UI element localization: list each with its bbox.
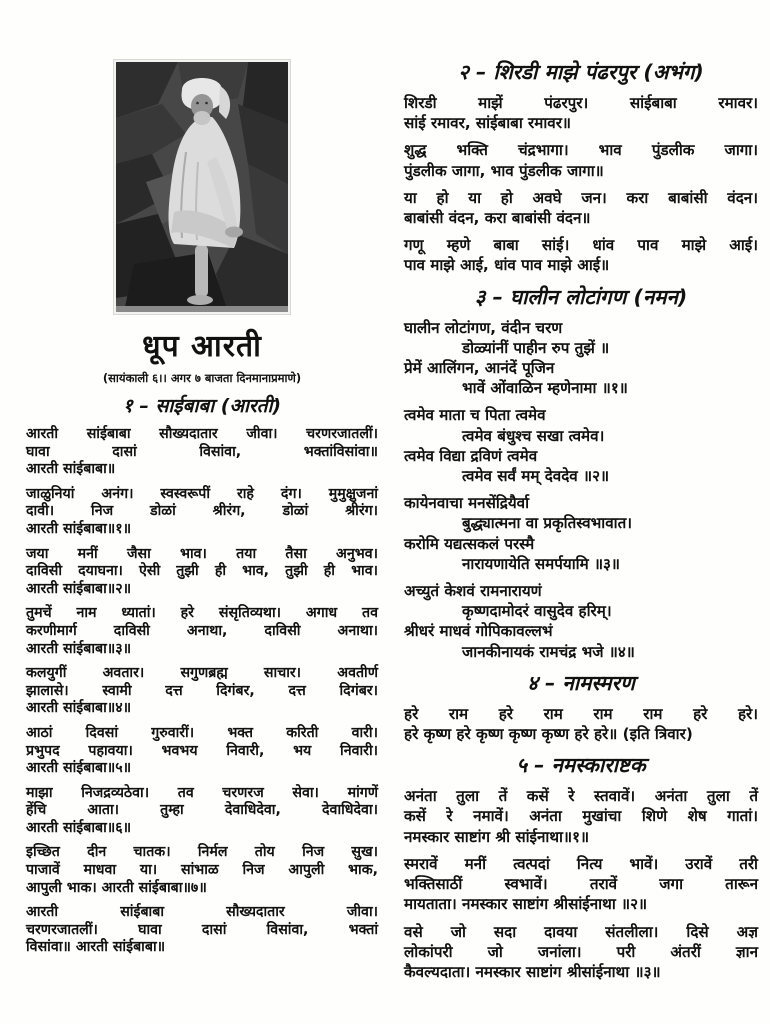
verse <box>26 904 378 957</box>
verse-line: घावा दासां विसांवा, भक्तांविसांवा॥ <box>26 443 378 460</box>
right-column <box>404 54 758 989</box>
verse <box>404 188 758 228</box>
verse-line: आरती सांईबाबा॥५॥ <box>26 760 132 777</box>
verse <box>26 785 378 838</box>
section-title: १ – साईबाबा <box>122 395 215 417</box>
verse-line: गणू म्हणे बाबा सांई। धांव पाव माझे आई। <box>404 236 758 255</box>
verse-line: दावी। निज डोळां श्रीरंग, डोळां श्रीरंग। <box>26 503 378 520</box>
verse-line: आरती सांईबाबा सौख्यदातार जीवा। चरणरजातलीं। <box>26 426 378 442</box>
verse-line: आपुली भाक। आरती सांईबाबा॥७॥ <box>26 879 207 896</box>
verse-line: आरती सांईबाबा॥६॥ <box>26 819 132 836</box>
verse-line: झालासे। स्वामी दत्त दिगंबर, दत्त दिगंबर। <box>26 682 378 699</box>
verse <box>26 844 378 897</box>
verse <box>26 605 378 658</box>
verse-line: चरणरजातलीं। घावा दासां विसांवा, भक्तां <box>26 921 378 938</box>
verse-line: विसांवा॥ आरती सांईबाबा॥ <box>26 939 166 956</box>
verse-line: कैवल्यदाता। नमस्कार साष्टांग श्रीसांईनाथा ॥३॥ <box>404 962 661 981</box>
verse-line: करणीमार्ग दाविसी अनाथा, दाविसी अनाथा। <box>26 622 378 639</box>
verse-line: त्वमेव माता च पिता त्वमेव <box>404 406 546 425</box>
verse-line: पाजावें माधवा या। सांभाळ निज आपुली भाक, <box>26 862 378 879</box>
verse-line: हरे कृष्ण हरे कृष्ण कृष्ण कृष्ण हरे हरे॥ (इति त्रिवार) <box>404 725 693 744</box>
section-heading <box>404 58 758 86</box>
section-title: ३ – घालीन लोटांगण <box>474 284 627 309</box>
section-heading <box>404 669 758 697</box>
page-title: धूप आरती <box>142 329 262 364</box>
section-heading <box>404 751 758 779</box>
verse-line: शुद्ध भक्ति चंद्रभागा। भाव पुंडलीक जागा। <box>404 141 758 160</box>
verse-line: कृष्णदामोदरं वासुदेव हरिम्। <box>462 602 612 621</box>
verse <box>404 140 758 180</box>
page-subtitle: (सायंकाली ६।। अगर ७ बाजता दिनमानाप्रमाणे) <box>102 371 302 385</box>
verse <box>404 786 758 847</box>
verse <box>404 581 758 662</box>
verse-line: दाविसी दयाघना। ऐसी तुझी ही भाव, तुझी ही भाव। <box>26 563 378 580</box>
verse-line: नारायणायेति समर्पयामि ॥३॥ <box>462 554 621 573</box>
section-title: ४ – नामस्मरण <box>527 670 635 695</box>
section-heading <box>404 283 758 311</box>
verse-line: भावें ओंवाळिन म्हणेनामा ॥१॥ <box>462 379 628 398</box>
verse-line: प्रभुपद पहावया। भवभय निवारी, भय निवारी। <box>26 742 378 759</box>
section-note: (नमन) <box>626 284 688 309</box>
verse-line: आरती सांईबाबा॥४॥ <box>26 700 132 717</box>
verse <box>404 704 758 744</box>
verse-line: आरती सांईबाबा॥ <box>26 461 116 478</box>
sai-baba-photo <box>114 60 290 314</box>
section-heading <box>26 392 378 418</box>
verse-line: स्मरावें मनीं त्वत्पदां नित्य भावें। उरावें तरी <box>404 854 758 873</box>
verse-line: माझा निजद्रव्यठेवा। तव चरणरज सेवा। मांगणें <box>26 784 378 801</box>
verse-line: अनंता तुला तें कसें रे स्तवावें। अनंता तुला तें <box>404 787 758 806</box>
verse-line: बाबांसी वंदन, करा बाबांसी वंदन॥ <box>404 209 591 228</box>
left-column <box>26 54 378 989</box>
verse-line: त्वमेव बंधुश्च सखा त्वमेव। <box>462 426 605 445</box>
verse-line: प्रेमें आलिंगन, आनंदें पूजिन <box>404 359 555 378</box>
verse-line: कलयुगीं अवतार। सगुणब्रह्म साचार। अवतीर्ण <box>26 665 378 682</box>
verse <box>404 493 758 574</box>
verse-line: तुमचें नाम ध्यातां। हरे संसृतिव्यथा। अगाध तव <box>26 605 378 622</box>
verse <box>404 318 758 399</box>
verse <box>26 725 378 778</box>
verse-line: कायेनवाचा मनसेंद्रियैर्वा <box>404 494 530 513</box>
verse-line: आठां दिवसां गुरुवारीं। भक्त करिती वारी। <box>26 724 378 741</box>
verse-line: घालीन लोटांगण, वंदीन चरण <box>404 318 563 337</box>
verse-line: श्रीधरं माधवं गोपिकावल्लभं <box>404 622 553 641</box>
verse-line: या हो या हो अवघे जन। करा बाबांसी वंदन। <box>404 188 758 207</box>
verse-line: डोळ्यांनीं पाहीन रुप तुझें ॥ <box>462 338 610 357</box>
verse-line: हेंचि आता। तुम्हा देवाधिदेवा, देवाधिदेवा। <box>26 802 378 819</box>
left-column-sections <box>26 392 378 957</box>
verse-line: नमस्कार साष्टांग श्री सांईनाथा॥१॥ <box>404 827 590 846</box>
verse <box>404 854 758 915</box>
verse-line: हरे राम हरे राम राम राम हरे हरे। <box>404 704 758 723</box>
verse <box>404 922 758 983</box>
verse <box>26 546 378 599</box>
verse-line: मायताता। नमस्कार साष्टांग श्रीसांईनाथा ॥२॥ <box>404 895 648 914</box>
section-note: (अभंग) <box>636 60 704 84</box>
section-title: २ – शिरडी माझे पंढरपुर <box>458 60 637 84</box>
page-columns <box>26 54 764 989</box>
verse-line: पाव माझे आई, धांव पाव माझे आई॥ <box>404 256 610 275</box>
verse-line: शिरडी माझें पंढरपुर। सांईबाबा रमावर। <box>404 94 758 112</box>
verse-line: त्वमेव सर्वं मम् देवदेव ॥२॥ <box>462 467 610 486</box>
verse-line: बुद्ध्यात्मना वा प्रकृतिस्वभावात। <box>462 514 633 533</box>
verse <box>26 665 378 718</box>
verse <box>404 405 758 486</box>
verse-line: सांई रमावर, सांईबाबा रमावर॥ <box>404 114 572 133</box>
verse-line: करोमि यद्यत्सकलं परस्मै <box>404 534 535 553</box>
section-title: ५ – नमस्काराष्टक <box>516 753 646 778</box>
verse-line: आरती सांईबाबा॥२॥ <box>26 580 132 597</box>
verse-line: पुंडलीक जागा, भाव पुंडलीक जागा॥ <box>404 161 604 180</box>
verse <box>26 486 378 539</box>
verse-line: अच्युतं केशवं रामनारायणं <box>404 582 542 601</box>
verse-line: जया मनीं जैसा भाव। तया तैसा अनुभव। <box>26 545 378 562</box>
section-note: (आरती) <box>214 395 282 417</box>
verse-line: कसें रे नमावें। अनंता मुखांचा शिणे शेष गातां। <box>404 807 758 826</box>
verse-line: भक्तिसाठीं स्वभावें। तरावें जगा तारून <box>404 875 758 894</box>
right-column-sections <box>404 58 758 982</box>
verse-line: आरती सांईबाबा सौख्यदातार जीवा। <box>26 904 378 921</box>
verse-line: आरती सांईबाबा॥१॥ <box>26 520 132 537</box>
verse-line: जाळुनियां अनंग। स्वस्वरूपीं राहे दंग। मुमुक्षुजनां <box>26 485 378 502</box>
verse <box>26 426 378 479</box>
verse <box>404 93 758 133</box>
verse-line: लोकांपरी जो जनांला। परी अंतरीं ज्ञान <box>404 942 758 961</box>
verse-line: आरती सांईबाबा॥३॥ <box>26 640 132 657</box>
verse-line: जानकीनायकं रामचंद्र भजे ॥४॥ <box>462 642 635 661</box>
verse-line: त्वमेव विद्या द्रविणं त्वमेव <box>404 446 538 465</box>
verse-line: वसे जो सदा दावया संतलीला। दिसे अज्ञ <box>404 922 758 941</box>
verse <box>404 235 758 275</box>
verse-line: इच्छित दीन चातक। निर्मल तोय निज सुख। <box>26 844 378 861</box>
